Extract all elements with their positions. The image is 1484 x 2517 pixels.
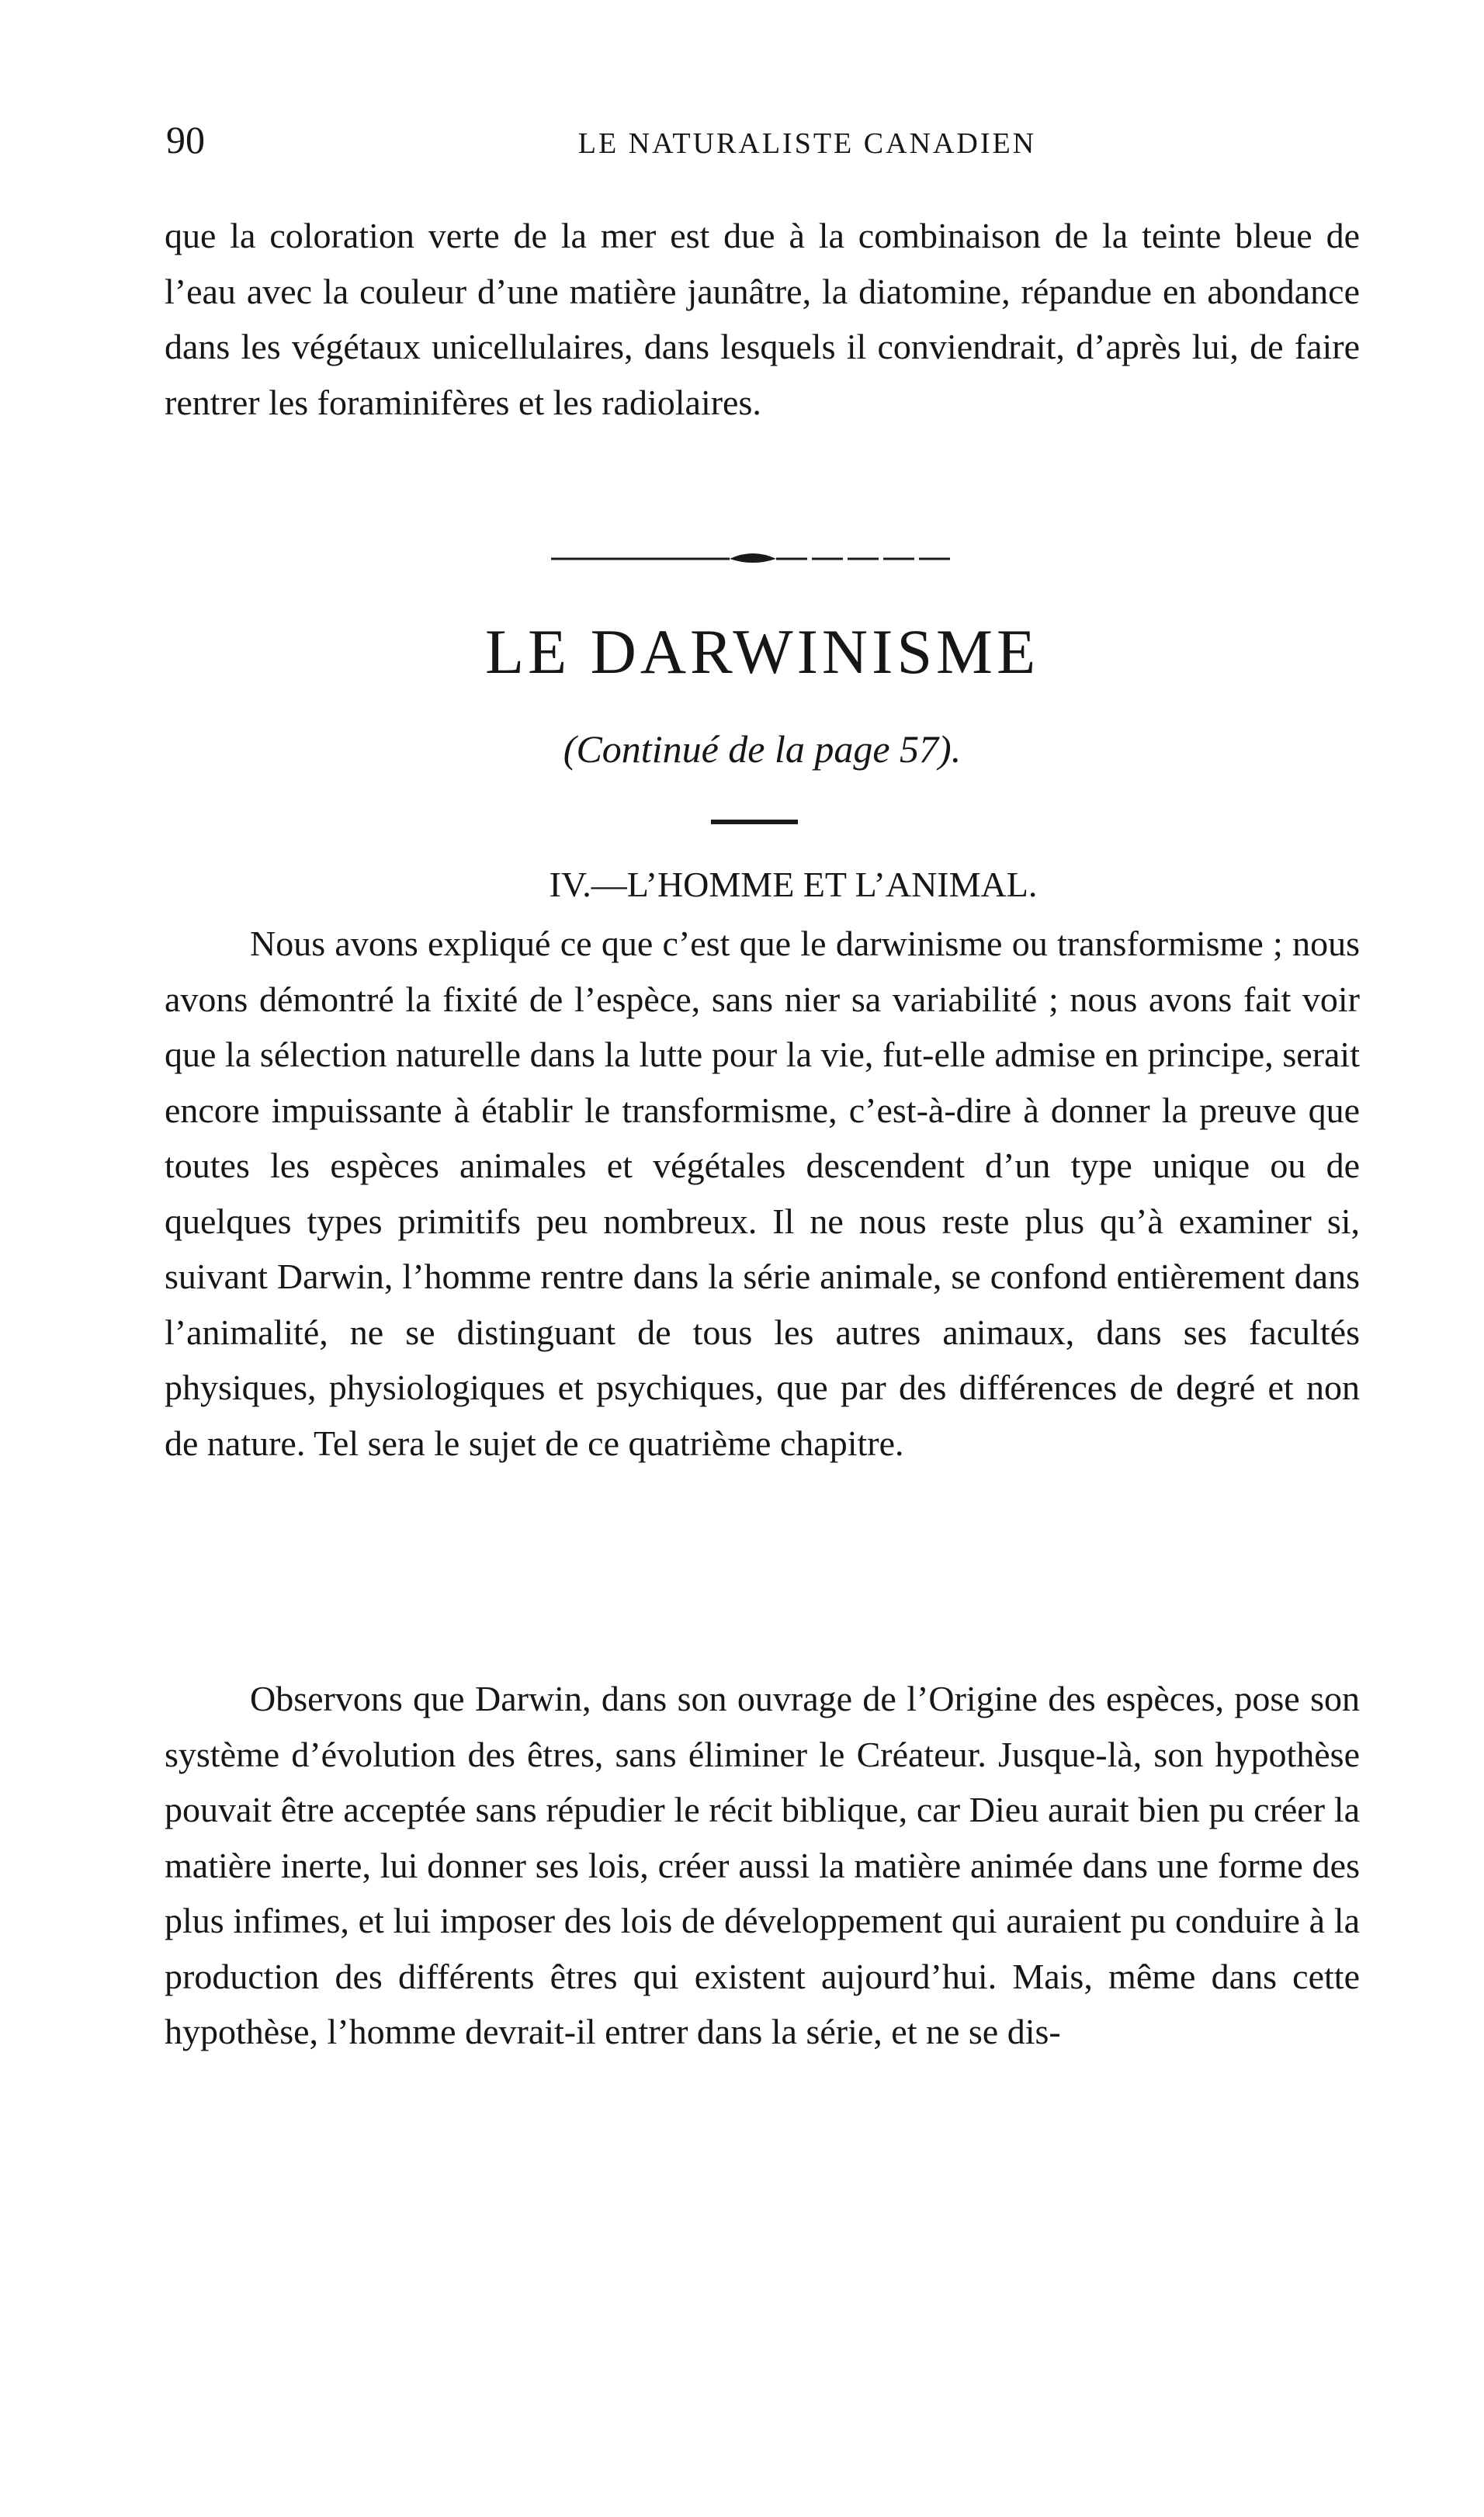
page-number: 90 [166,118,205,161]
article-subtitle: (Continué de la page 57). [563,727,962,771]
running-head [163,116,1358,171]
divider-ornament [543,543,962,574]
chapter-heading: IV.—L’HOMME ET L’ANIMAL. [549,865,1038,904]
intro-paragraph: que la coloration verte de la mer est due à la combinaison de la teinte bleue de l’eau avec la couleur d’une matière jaunâtre, la diatomine, répandue en abondance dans les végétaux unicellulaires, dans lesquels il conviendrait, d’après lui, de faire rentrer les foraminifères et les radiolaires. [165,216,1360,422]
short-rule [711,820,798,824]
body-paragraph: Observons que Darwin, dans son ouvrage de l’Origine des espèces, pose son système d’évolution des êtres, sans éliminer le Créateur. Jusque-là, son hypothèse pouvait être acceptée sans répudier le récit biblique, car Dieu aurait bien pu créer la matière inerte, lui donner ses lois, créer aussi la matière animée dans une forme des plus infimes, et lui imposer des lois de développement qui auraient pu conduire à la production des différents êtres qui existent aujourd’hui. Mais, même dans cette hypothèse, l’homme devrait-il entrer dans la série, et ne se dis- [165,1679,1360,2051]
intro-paragraph-block [165,208,1360,430]
article-title: LE DARWINISME [484,616,1040,687]
body-paragraph-2-block [165,1671,1360,2060]
body-paragraph: Nous avons expliqué ce que c’est que le darwinisme ou transformisme ; nous avons démontré la fixité de l’espèce, sans nier sa variabilité ; nous avons fait voir que la sélection naturelle dans la lutte pour la vie, fut-elle admise en principe, serait encore impuissante à établir le transformisme, c’est-à-dire à donner la preuve que toutes les espèces animales et végétales descendent d’un type unique ou de quelques types primitifs peu nombreux. Il ne nous reste plus qu’à examiner si, suivant Darwin, l’homme rentre dans la série animale, se confond entièrement dans l’animalité, ne se distinguant de tous les autres animaux, dans ses facultés physiques, physiologiques et psychiques, que par des différences de degré et non de nature. Tel sera le sujet de ce quatrième chapitre. [165,924,1360,1463]
journal-title: LE NATURALISTE CANADIEN [577,127,1037,160]
body-paragraph-1-block [165,916,1360,1471]
